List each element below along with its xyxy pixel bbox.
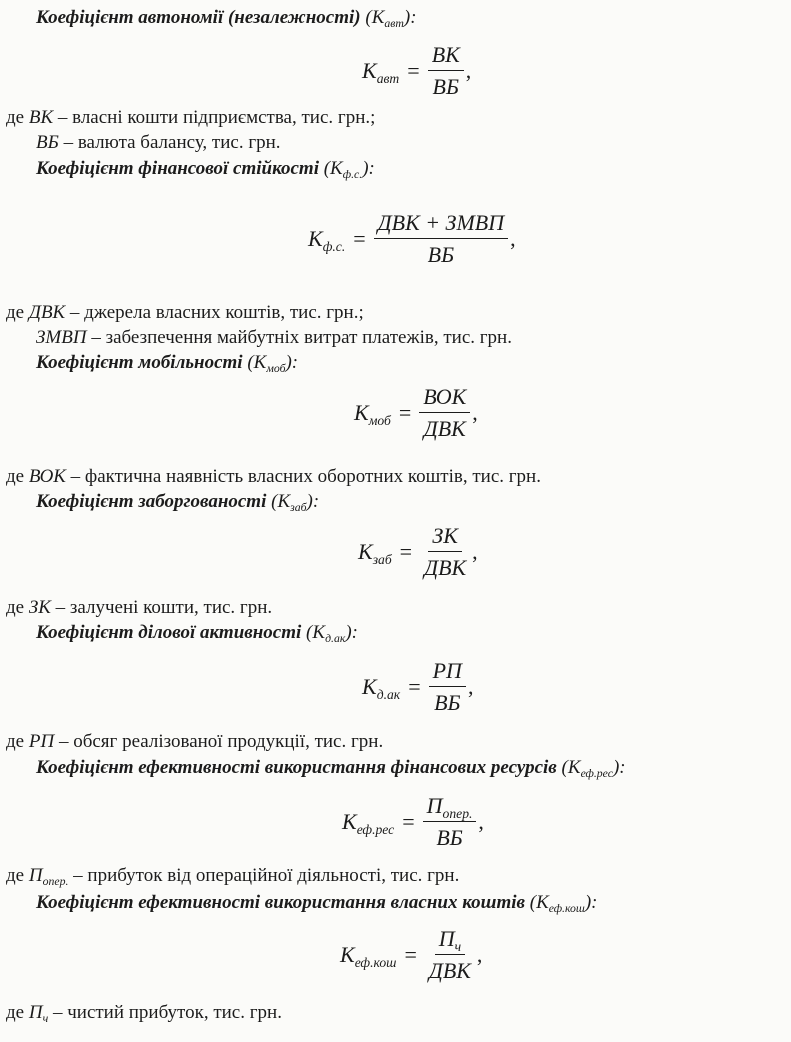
formula-mobility: $K_{моб}$ = $\frac{\text{ВОК}}{\text{ДВК}}$ , <box>354 384 478 441</box>
heading-autonomy: Коефіцієнт автономії (незалежності) $(K_{авт})$: <box>36 7 417 31</box>
formula-autonomy: $K_{авт}$ = $\frac{ВК}{ВБ}$ , <box>362 42 472 99</box>
heading-business-activity: Коефіцієнт ділової активності $(K_{д.ак})$: <box>36 622 358 646</box>
heading-own-funds-efficiency: Коефіцієнт ефективності використання власних коштів $(K_{еф.кош})$: <box>36 892 598 916</box>
definition-vok: де ВОК – фактична наявність власних оборотних коштів, тис. грн. <box>6 466 541 487</box>
formula-resources-efficiency: $K_{еф.рес}$ = $\frac{П_{опер.}}{ВБ}$ , <box>342 793 484 850</box>
formula-business-activity: $K_{д.ак}$ = $\frac{РП}{ВБ}$ , <box>362 658 474 715</box>
definition-dvk: де ДВК – джерела власних коштів, тис. грн.; <box>6 302 364 323</box>
definition-zk: де ЗК – залучені кошти, тис. грн. <box>6 597 273 618</box>
formula-own-funds-efficiency: $K_{еф.кош}$ = $\frac{П_ч}{\text{ДВК}}$ , <box>340 926 483 983</box>
heading-indebtedness: Коефіцієнт заборгованості $(K_{заб})$: <box>36 491 320 515</box>
definition-vb: ВБ – валюта балансу, тис. грн. <box>36 132 281 153</box>
heading-mobility: Коефіцієнт мобільності $(K_{моб})$: <box>36 352 299 376</box>
definition-rp: де РП – обсяг реалізованої продукції, тис. грн. <box>6 731 384 752</box>
definition-p-ch: де $П_ч$ – чистий прибуток, тис. грн. <box>6 1002 282 1026</box>
formula-indebtedness: $K_{заб}$ = $\frac{ЗК}{\text{ДВК}}$ , <box>358 523 478 580</box>
formula-financial-stability: $K_{ф.с.}$ = $\frac{\text{ДВК + ЗМВП}}{ВБ}$ , <box>308 210 516 267</box>
definition-vk: де ВК – власні кошти підприємства, тис. грн.; <box>6 107 376 128</box>
definition-p-oper: де $П_{опер.}$ – прибуток від операційної діяльності, тис. грн. <box>6 865 460 889</box>
definition-zmvp: ЗМВП – забезпечення майбутніх витрат платежів, тис. грн. <box>36 327 512 348</box>
heading-financial-stability: Коефіцієнт фінансової стійкості $(K_{ф.с.})$: <box>36 158 375 182</box>
heading-resources-efficiency: Коефіцієнт ефективності використання фінансових ресурсів $(K_{еф.рес})$: <box>36 757 626 781</box>
